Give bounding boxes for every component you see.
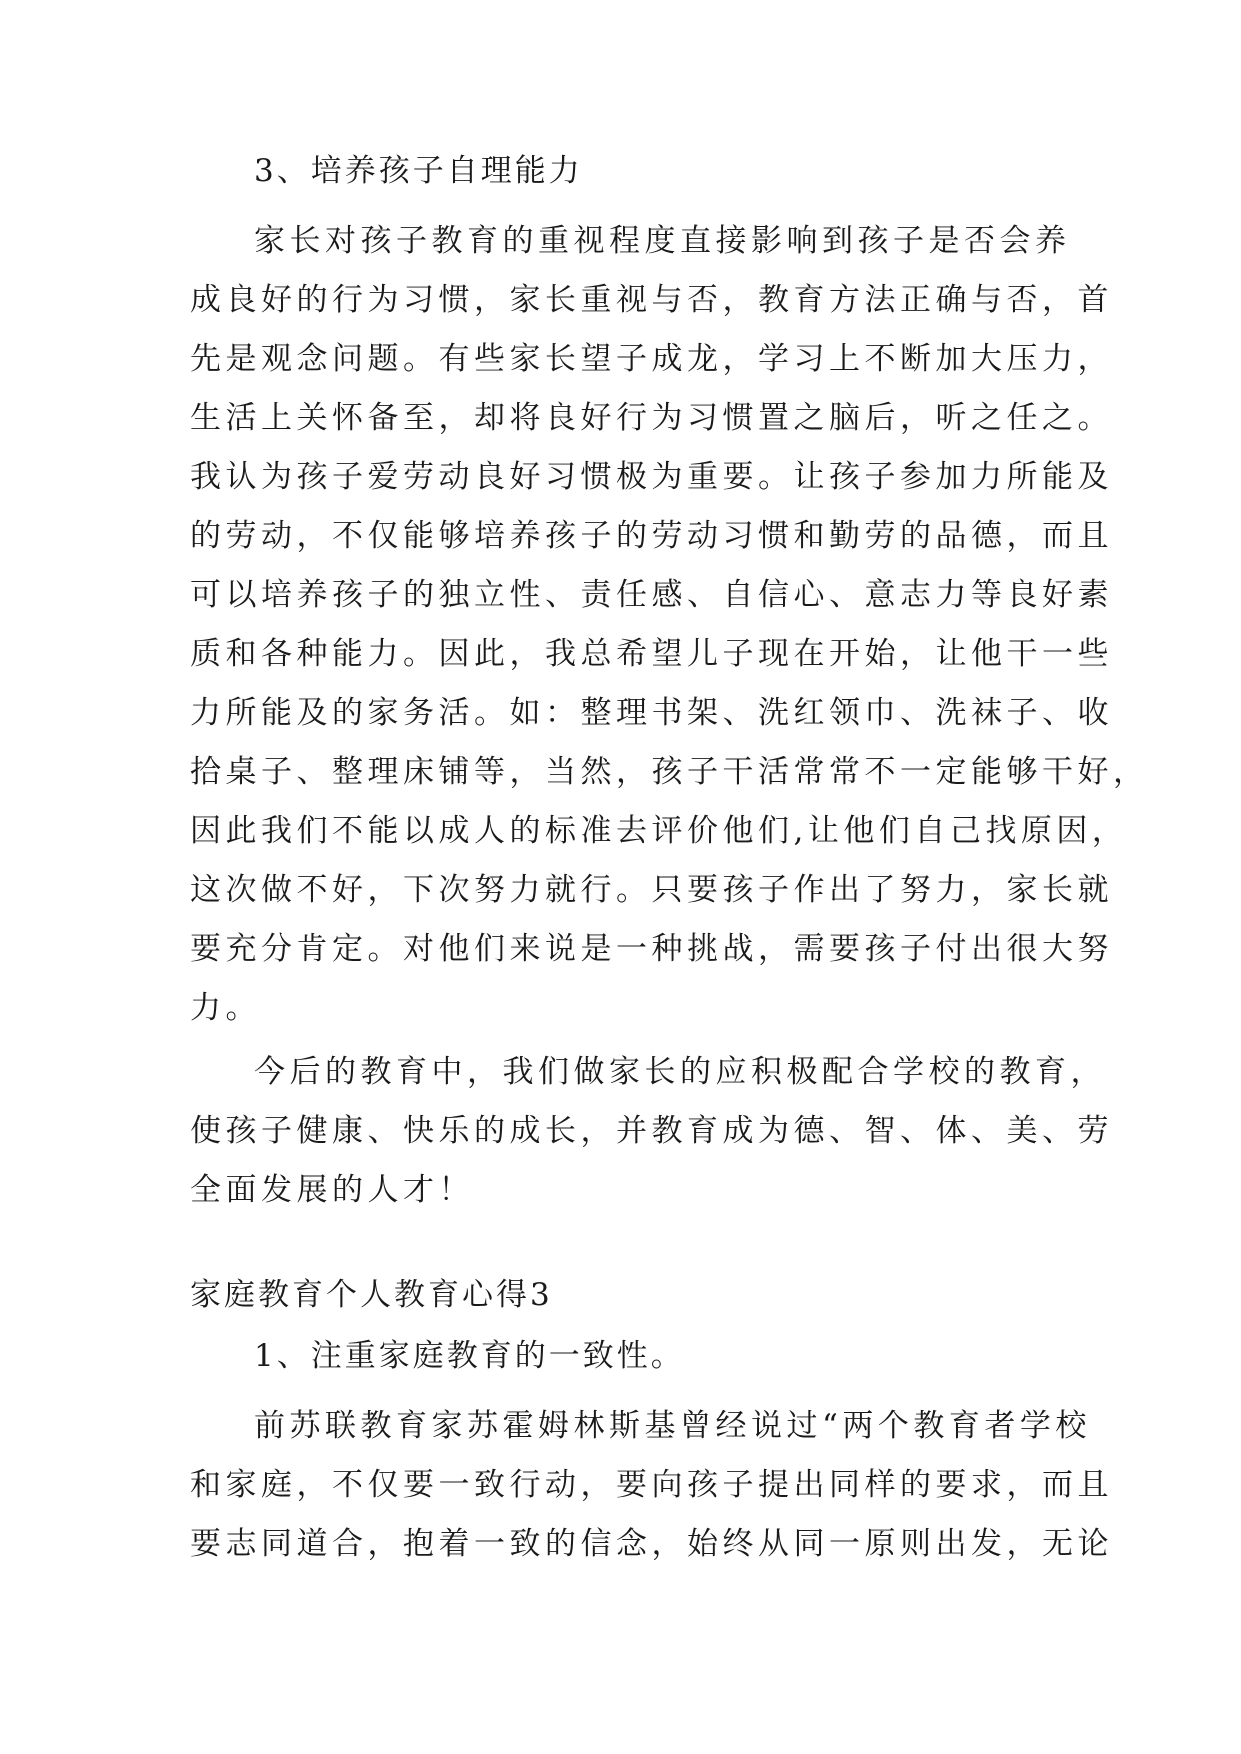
paragraph-line: 要充分肯定。对他们来说是一种挑战，需要孩子付出很大努: [190, 931, 1113, 967]
paragraph-line: 成良好的行为习惯，家长重视与否，教育方法正确与否，首: [190, 282, 1113, 318]
subheading-1: 1、注重家庭教育的一致性。: [254, 1338, 685, 1374]
paragraph-line: 拾桌子、整理床铺等，当然，孩子干活常常不一定能够干好，: [190, 754, 1149, 790]
paragraph-line: 今后的教育中，我们做家长的应积极配合学校的教育，: [254, 1054, 1106, 1090]
paragraph-line: 先是观念问题。有些家长望子成龙，学习上不断加大压力，: [190, 341, 1113, 377]
paragraph-line: 使孩子健康、快乐的成长，并教育成为德、智、体、美、劳: [190, 1113, 1113, 1149]
paragraph-line: 生活上关怀备至，却将良好行为习惯置之脑后，听之任之。: [190, 400, 1113, 436]
section-title: 家庭教育个人教育心得3: [190, 1277, 553, 1313]
paragraph-line: 家长对孩子教育的重视程度直接影响到孩子是否会养: [254, 223, 1071, 259]
paragraph-line: 力所能及的家务活。如：整理书架、洗红领巾、洗袜子、收: [190, 695, 1113, 731]
paragraph-line: 因此我们不能以成人的标准去评价他们,让他们自己找原因，: [190, 813, 1128, 849]
paragraph-line: 这次做不好，下次努力就行。只要孩子作出了努力，家长就: [190, 872, 1113, 908]
paragraph-line: 要志同道合，抱着一致的信念，始终从同一原则出发，无论: [190, 1526, 1113, 1562]
paragraph-line: 全面发展的人才！: [190, 1172, 474, 1208]
paragraph-line: 质和各种能力。因此，我总希望儿子现在开始，让他干一些: [190, 636, 1113, 672]
paragraph-line: 和家庭，不仅要一致行动，要向孩子提出同样的要求，而且: [190, 1467, 1113, 1503]
paragraph-line: 的劳动，不仅能够培养孩子的劳动习惯和勤劳的品德，而且: [190, 518, 1113, 554]
paragraph-line: 力。: [190, 990, 261, 1026]
paragraph-line: 我认为孩子爱劳动良好习惯极为重要。让孩子参加力所能及: [190, 459, 1113, 495]
paragraph-line: 前苏联教育家苏霍姆林斯基曾经说过“两个教育者学校: [254, 1408, 1091, 1444]
subheading-3: 3、培养孩子自理能力: [254, 153, 583, 189]
paragraph-line: 可以培养孩子的独立性、责任感、自信心、意志力等良好素: [190, 577, 1113, 613]
